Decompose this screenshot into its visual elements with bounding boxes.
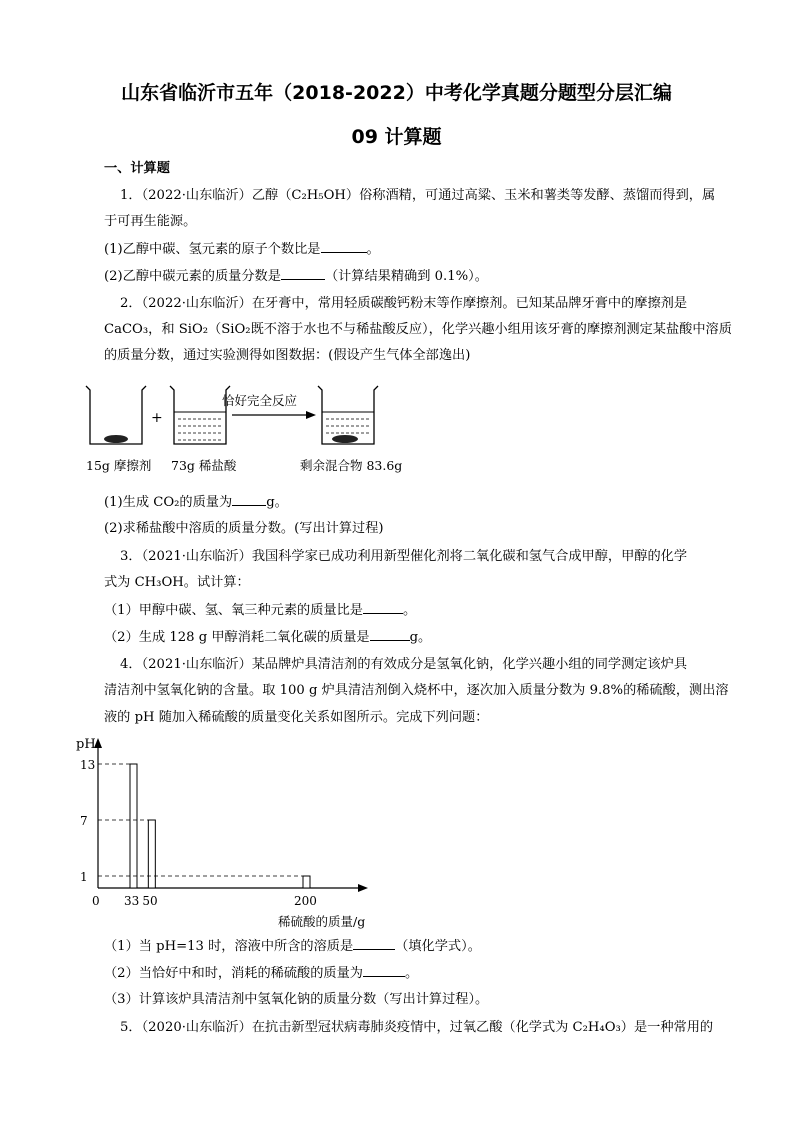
q4-part-3: （3）计算该炉具清洁剂中氢氧化钠的质量分数（写出计算过程）。 <box>104 992 489 1007</box>
q3-line-2: 式为 CH₃OH。试计算： <box>104 575 250 590</box>
answer-blank[interactable] <box>232 493 266 506</box>
q2-line-2: CaCO₃，和 SiO₂（SiO₂既不溶于水也不与稀盐酸反应），化学兴趣小组用该牙膏的摩擦剂测定某盐酸中溶质 <box>104 322 732 337</box>
origin-label: 0 <box>92 894 100 908</box>
x-axis-label: 稀硫酸的质量/g <box>278 914 366 929</box>
ph-chart <box>70 732 390 932</box>
y-tick-label: 7 <box>80 814 88 828</box>
answer-blank[interactable] <box>363 601 403 614</box>
beaker-3-label: 剩余混合物 83.6g <box>300 458 403 473</box>
q3-part-1-text: （1）甲醇中碳、氢、氧三种元素的质量比是 <box>104 603 363 618</box>
beaker-1-label: 15g 摩擦剂 <box>86 458 152 473</box>
q1-line-2: 于可再生能源。 <box>104 214 197 229</box>
section-heading: 一、计算题 <box>104 161 170 176</box>
q1-line-1: 1．（2022·山东临沂）乙醇（C₂H₅OH）俗称酒精，可通过高粱、玉米和薯类等发酵、蒸馏而得到，属 <box>120 188 716 203</box>
q1-part-1-text: (1)乙醇中碳、氢元素的原子个数比是 <box>104 242 321 257</box>
q3-part-1-end: 。 <box>402 603 417 618</box>
q2-line-3: 的质量分数，通过实验测得如图数据：(假设产生气体全部逸出) <box>104 348 471 363</box>
beaker-3 <box>318 386 378 444</box>
document-title: 山东省临沂市五年（2018-2022）中考化学真题分题型分层汇编 <box>121 82 672 104</box>
x-axis-arrow <box>358 884 368 892</box>
plus-sign: + <box>151 410 163 426</box>
y-tick-label: 13 <box>80 758 96 772</box>
q4-part-1-text: （1）当 pH=13 时，溶液中所含的溶质是 <box>104 939 354 954</box>
q4-part-1 <box>104 937 481 956</box>
q2-part-1-end: g。 <box>266 495 288 510</box>
bar-200 <box>303 876 310 888</box>
answer-blank[interactable] <box>353 937 395 950</box>
q4-part-2 <box>104 964 418 983</box>
bar-33 <box>130 764 137 888</box>
arrow-label: 恰好完全反应 <box>222 393 298 408</box>
q1-part-2-end: （计算结果精确到 0.1%）。 <box>324 269 488 284</box>
q1-part-2-text: (2)乙醇中碳元素的质量分数是 <box>104 269 281 284</box>
q2-part-1 <box>104 493 288 512</box>
q3-line-1: 3．（2021·山东临沂）我国科学家已成功利用新型催化剂将二氧化碳和氢气合成甲醇，甲醇的化学 <box>120 549 688 564</box>
q3-part-2-text: （2）生成 128 g 甲醇消耗二氧化碳的质量是 <box>104 630 370 645</box>
q3-part-2 <box>104 628 431 647</box>
q2-part-1-text: (1)生成 CO₂的质量为 <box>104 495 233 510</box>
powder-sample <box>104 435 128 443</box>
q4-part-1-end: （填化学式）。 <box>395 939 481 954</box>
beaker-2 <box>170 386 230 444</box>
beaker-1 <box>86 386 146 444</box>
x-tick-label: 50 <box>142 894 158 908</box>
y-tick-label: 1 <box>80 870 88 884</box>
bar-50 <box>148 820 155 888</box>
answer-blank[interactable] <box>321 240 367 253</box>
q3-part-1 <box>104 601 416 620</box>
answer-blank[interactable] <box>363 964 405 977</box>
q5-line-1: 5．（2020·山东临沂）在抗击新型冠状病毒肺炎疫情中，过氧乙酸（化学式为 C₂H₄O₃）是一种常用的 <box>120 1020 714 1035</box>
q1-part-1-end: 。 <box>366 242 380 257</box>
q4-line-1: 4．（2021·山东临沂）某品牌炉具清洁剂的有效成分是氢氧化钠，化学兴趣小组的同学测定该炉具 <box>120 657 688 672</box>
residue-sample <box>332 435 358 443</box>
q2-line-1: 2．（2022·山东临沂）在牙膏中，常用轻质碳酸钙粉末等作摩擦剂。已知某品牌牙膏中的摩擦剂是 <box>120 296 688 311</box>
beaker-2-label: 73g 稀盐酸 <box>171 458 237 473</box>
q2-part-2: (2)求稀盐酸中溶质的质量分数。(写出计算过程) <box>104 521 384 536</box>
q4-part-2-text: （2）当恰好中和时，消耗的稀硫酸的质量为 <box>104 966 363 981</box>
q4-line-3: 液的 pH 随加入稀硫酸的质量变化关系如图所示。完成下列问题： <box>104 710 489 725</box>
x-tick-label: 200 <box>294 894 317 908</box>
q3-part-2-end: g。 <box>409 630 432 645</box>
q4-part-2-end: 。 <box>404 966 419 981</box>
document-subtitle: 09 计算题 <box>351 126 442 148</box>
q4-line-2: 清洁剂中氢氧化钠的含量。取 100 g 炉具清洁剂倒入烧杯中，逐次加入质量分数为 9.8%的稀硫酸，测出溶 <box>104 683 729 698</box>
q1-part-2 <box>104 267 488 286</box>
q1-part-1 <box>104 240 380 259</box>
answer-blank[interactable] <box>281 267 325 280</box>
y-axis-label: pH <box>76 737 96 752</box>
x-tick-label: 33 <box>124 894 140 908</box>
answer-blank[interactable] <box>370 628 410 641</box>
